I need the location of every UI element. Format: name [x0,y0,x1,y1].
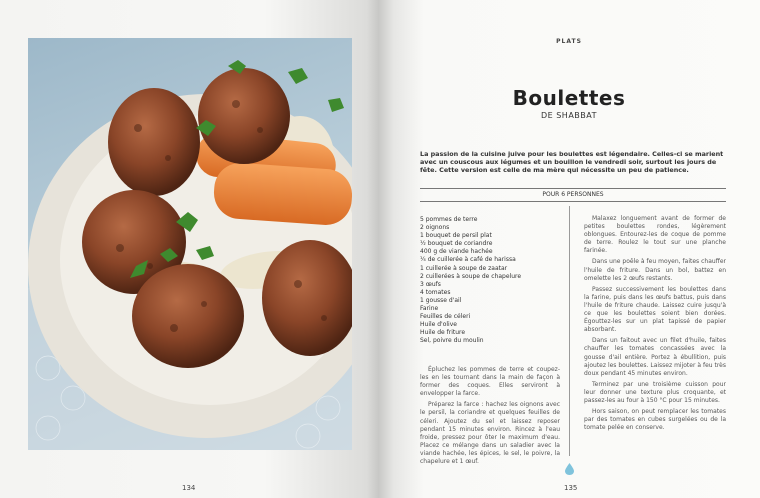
meatballs-plate-illustration [28,38,352,450]
recipe-subtitle: DE SHABBAT [540,111,598,120]
method-column-right [584,215,726,435]
drop-icon [565,463,574,475]
ingredient-item: Huile de friture [420,329,466,337]
page-number: 134 [182,484,196,492]
ingredient-item: 2 cuillerées à soupe de chapelure [420,272,522,280]
ingredient-item: ½ bouquet de coriandre [420,240,493,248]
method-step: Préparez la farce : hachez les oignons avec le persil, la coriandre et quelques feuilles de céleri. Ajoutez du sel et laissez reposer pendant 15 minutes environ. Rincez à l'eau froide, pressez pour ôter le maximum d'eau. Placez ce mélange dans un saladier avec la viande hachée, les épices, le sel, le poivre, la chapelure et 1 œuf. [420,401,560,466]
method-step: Dans une poêle à feu moyen, faites chauffer l'huile de friture. Dans un bol, battez en omelette les 2 œufs restants. [584,258,726,282]
ingredient-item: 4 tomates [420,288,451,296]
section-label: PLATS [556,38,582,45]
ingredient-item: Farine [420,305,439,313]
method-step: Dans un faitout avec un filet d'huile, faites chauffer les tomates concassées avec la gousse d'ail entière. Portez à ébullition, puis ajoutez les boulettes. Laissez mijoter à feu très doux pendant 45 minutes environ. [584,337,726,377]
ingredient-item: ¼ de cuillerée à café de harissa [420,256,516,264]
ingredient-item: 400 g de viande hachée [420,248,493,256]
recipe-photo [28,38,352,450]
ingredient-item: 5 pommes de terre [420,216,478,223]
left-page [0,0,378,498]
servings-label: POUR 6 PERSONNES [420,188,726,202]
right-page [378,0,760,498]
method-step: Malaxez longuement avant de former de petites boulettes rondes, légèrement oblongues. Entourez-les de coque de pomme de terre. Roulez le tout sur une planche farinée. [584,215,726,255]
ingredient-item: Feuilles de céleri [420,313,471,321]
ingredient-item: 1 bouquet de persil plat [420,232,492,240]
ingredient-item: 2 oignons [420,224,450,232]
method-step: Épluchez les pommes de terre et coupez-les en les tournant dans la main de façon à former des coques. Elles serviront à envelopper la farce. [420,366,560,398]
page-number: 135 [564,484,578,492]
ingredient-item: 1 gousse d'ail [420,296,462,304]
method-column-left [420,366,560,469]
ingredient-item: 1 cuillerée à soupe de zaatar [420,264,508,272]
ingredient-item: 3 œufs [420,280,441,288]
recipe-intro: La passion de la cuisine juive pour les boulettes est légendaire. Celles-ci se marient avec un couscous aux légumes et un bouillon le vendredi soir, surtout les jours de fête. Cette version est celle de ma mère qui nécessite un peu de patience. [420,150,724,175]
method-step: Terminez par une troisième cuisson pour leur donner une texture plus croquante, et passez-les au four à 150 °C pour 15 minutes. [584,380,726,404]
method-step: Passez successivement les boulettes dans la farine, puis dans les œufs battus, puis dans l'huile de friture chaude. Laissez cuire jusqu'à ce que les boulettes soient bien dorées. Égouttez-les sur un plat tapissé de papier absorbant. [584,285,726,334]
column-divider [569,206,570,456]
ingredient-item: Huile d'olive [420,321,457,329]
recipe-title: Boulettes [512,86,626,110]
method-step: Hors saison, on peut remplacer les tomates par des tomates en cubes surgelées ou de la tomate pelée en conserve. [584,408,726,432]
ingredient-list [420,216,560,346]
ingredient-item: Sel, poivre du moulin [420,337,484,345]
